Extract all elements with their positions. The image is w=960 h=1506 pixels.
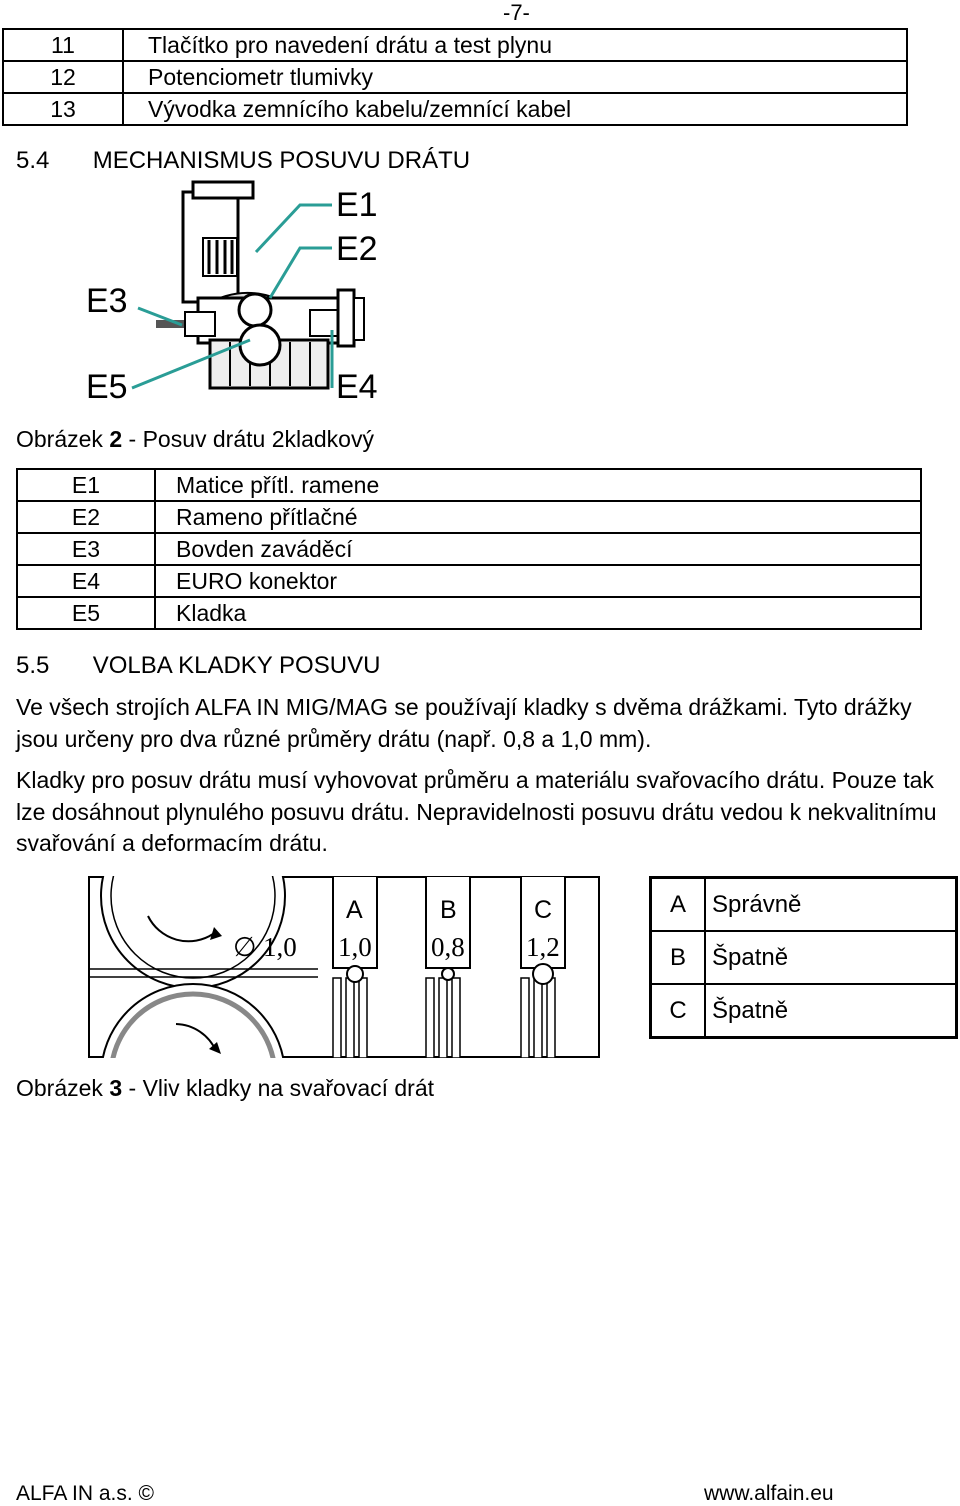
item-description: Tlačítko pro navedení drátu a test plynu [123, 29, 907, 61]
column-value-b: 0,8 [431, 932, 465, 962]
table-row [3, 61, 907, 93]
section-title: VOLBA KLADKY POSUVU [92, 652, 381, 679]
result-label: C [651, 984, 706, 1038]
diameter-value: 1,0 [263, 932, 297, 962]
components-table [2, 28, 908, 126]
wire-b [442, 968, 454, 980]
column-label-b: B [440, 896, 457, 924]
wire-a [347, 966, 363, 982]
euro-connector [338, 290, 354, 346]
result-value: Špatně [705, 984, 957, 1038]
item-number: E2 [17, 501, 155, 533]
column-label-a: A [346, 896, 363, 924]
item-number: E3 [17, 533, 155, 565]
result-label: A [651, 878, 706, 932]
page-number: -7- [503, 0, 530, 25]
item-description: Bovden zaváděcí [155, 533, 921, 565]
item-description: Rameno přítlačné [155, 501, 921, 533]
item-number: E5 [17, 597, 155, 629]
wire-c [533, 964, 553, 984]
table-row [651, 931, 957, 984]
section-heading-5-5 [16, 652, 380, 680]
wire-feeder-diagram [70, 180, 400, 405]
section-number: 5.4 [16, 147, 50, 174]
diameter-symbol: ∅ [233, 932, 257, 962]
connector-nut [310, 310, 338, 336]
table-row [17, 469, 921, 501]
callout-e1 [256, 205, 332, 252]
label-e2: E2 [336, 230, 378, 268]
result-value: Špatně [705, 931, 957, 984]
upper-roller [239, 294, 271, 326]
figure-2-caption: Obrázek 2 - Posuv drátu 2kladkový [16, 426, 374, 452]
table-row [17, 565, 921, 597]
table-row [651, 984, 957, 1038]
section-title: MECHANISMUS POSUVU DRÁTU [92, 147, 471, 174]
euro-connector-flange [354, 298, 364, 340]
label-e4: E4 [336, 368, 378, 405]
item-description: Matice přítl. ramene [155, 469, 921, 501]
item-description: Potenciometr tlumivky [123, 61, 907, 93]
item-number: 13 [3, 93, 123, 125]
item-number: 12 [3, 61, 123, 93]
inlet-nut [185, 312, 215, 336]
figure-2-legend-table [16, 468, 922, 630]
roller-groove-diagram [88, 876, 600, 1058]
table-row [3, 29, 907, 61]
figure-3-caption: Obrázek 3 - Vliv kladky na svařovací drát [16, 1075, 435, 1101]
footer-company: ALFA IN a.s. © [16, 1482, 155, 1505]
label-e5: E5 [86, 368, 128, 405]
arm-cap [193, 182, 253, 198]
footer-website: www.alfain.eu [704, 1482, 834, 1505]
column-label-c: C [534, 896, 553, 924]
item-description: Kladka [155, 597, 921, 629]
result-value: Správně [705, 878, 957, 932]
column-value-a: 1,0 [338, 932, 372, 962]
table-row [651, 878, 957, 932]
label-e1: E1 [336, 186, 378, 224]
table-row [3, 93, 907, 125]
label-e3: E3 [86, 282, 128, 320]
item-description: EURO konektor [155, 565, 921, 597]
result-label: B [651, 931, 706, 984]
item-number: E1 [17, 469, 155, 501]
adjusting-nut [203, 238, 237, 276]
item-description: Vývodka zemnícího kabelu/zemnící kabel [123, 93, 907, 125]
table-row [17, 597, 921, 629]
section-heading-5-4 [16, 147, 470, 175]
item-number: E4 [17, 565, 155, 597]
result-table [649, 876, 958, 1039]
table-row [17, 533, 921, 565]
drive-roller [240, 325, 280, 365]
item-number: 11 [3, 29, 123, 61]
callout-e2 [270, 248, 332, 298]
column-value-c: 1,2 [526, 932, 560, 962]
paragraph-grooves: Ve všech strojích ALFA IN MIG/MAG se používají kladky s dvěma drážkami. Tyto drážky jsou určeny pro dva různé průměry drátu (např. 0,8 a 1,0 mm). [16, 694, 912, 752]
table-row [17, 501, 921, 533]
paragraph-rollers: Kladky pro posuv drátu musí vyhovovat průměru a materiálu svařovacího drátu. Pouze tak lze dosáhnout plynulého posuvu drátu. Nepravidelnosti posuvu drátu vedou k nekvalitnímu svařování a deformacím drátu. [16, 767, 937, 856]
roller-teeth [333, 978, 555, 1058]
section-number: 5.5 [16, 652, 50, 679]
